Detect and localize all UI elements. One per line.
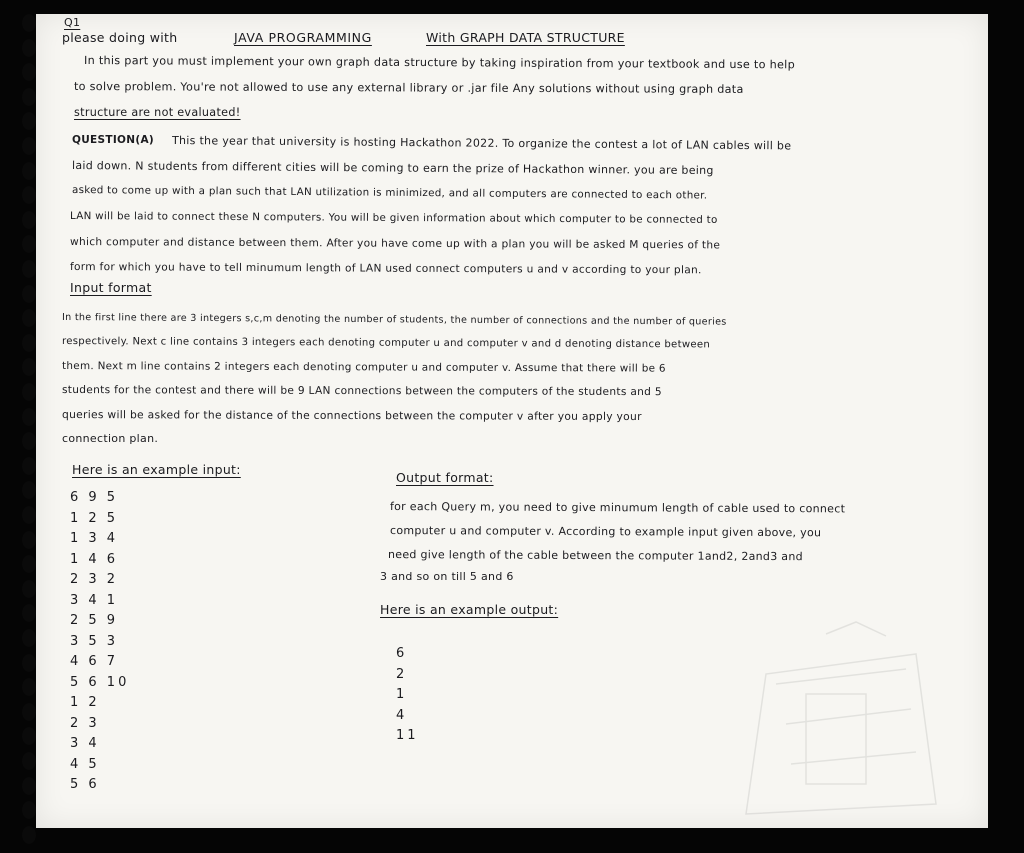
binding-hole xyxy=(22,358,36,376)
binding-hole xyxy=(22,678,36,696)
binding-hole xyxy=(22,801,36,819)
binding-hole xyxy=(22,285,36,303)
example-output-row: 2 xyxy=(396,666,408,682)
example-input-row: 4 5 xyxy=(70,756,100,772)
binding-hole xyxy=(22,826,36,844)
input-format-title: Input format xyxy=(70,280,152,295)
output-format-line-3: need give length of the cable between the computer 1and2, 2and3 and xyxy=(387,548,803,564)
input-format-line-2: respectively. Next c line contains 3 integers each denoting computer u and computer v and d denoting distance between xyxy=(61,336,711,351)
input-format-line-1: In the first line there are 3 integers s,c,m denoting the number of students, the number of connections and the number of queries xyxy=(61,312,727,328)
binding-hole xyxy=(22,777,36,795)
example-input-row: 4 6 7 xyxy=(70,654,119,669)
question-line-6: form for which you have to tell minumum length of LAN used connect computers u and v according to your plan. xyxy=(69,261,702,277)
question-line-2: laid down. N students from different cities will be coming to earn the prize of Hackathon winner. you are being xyxy=(71,159,714,178)
example-input-row: 1 2 xyxy=(70,695,100,710)
binding-hole xyxy=(22,88,36,106)
binding-hole xyxy=(22,235,36,253)
binding-hole xyxy=(22,39,36,57)
header-java-programming: JAVA PROGRAMMING xyxy=(234,30,372,45)
binding-hole xyxy=(22,506,36,524)
binding-hole xyxy=(22,112,36,130)
output-format-line-1: for each Query m, you need to give minumum length of cable used to connect xyxy=(389,500,846,516)
example-output-row: 1 xyxy=(396,687,408,702)
header-line-2: In this part you must implement your own graph data structure by taking inspiration from your textbook and use to help xyxy=(83,54,796,72)
example-output-row: 11 xyxy=(396,728,419,743)
example-input-row: 5 6 xyxy=(70,777,100,792)
example-input-title: Here is an example input: xyxy=(72,462,241,477)
binding-hole xyxy=(22,63,36,81)
binding-hole xyxy=(22,186,36,204)
header-line-1a: please doing with xyxy=(62,30,178,45)
binding-hole xyxy=(22,383,36,401)
example-output-title: Here is an example output: xyxy=(380,602,559,617)
example-output-row: 6 xyxy=(396,646,408,661)
question-line-3: asked to come up with a plan such that LAN utilization is minimized, and all computers are connected to each other. xyxy=(71,184,708,202)
binding-hole xyxy=(22,14,36,32)
example-input-row: 3 5 3 xyxy=(70,633,119,649)
binding-hole xyxy=(22,334,36,352)
input-format-line-5: queries will be asked for the distance of the connections between the computer v after you apply your xyxy=(61,408,642,424)
binding-hole xyxy=(22,408,36,426)
input-format-line-6: connection plan. xyxy=(62,432,159,445)
example-input-list xyxy=(70,488,129,796)
header-line-4: structure are not evaluated! xyxy=(74,106,241,119)
binding-hole xyxy=(22,580,36,598)
binding-hole xyxy=(22,752,36,770)
example-input-row: 2 5 9 xyxy=(70,613,119,628)
header-line-3: to solve problem. You're not allowed to use any external library or .jar file Any solutions without using graph data xyxy=(73,80,744,96)
example-input-row: 6 9 5 xyxy=(70,490,119,505)
example-output-list xyxy=(396,644,419,747)
example-input-row: 5 6 10 xyxy=(70,674,130,690)
output-format-line-4: 3 and so on till 5 and 6 xyxy=(380,570,514,583)
binding-hole xyxy=(22,432,36,450)
example-input-row: 1 3 4 xyxy=(70,531,119,546)
binding-hole xyxy=(22,654,36,672)
example-input-row: 3 4 1 xyxy=(70,592,119,608)
binding-hole xyxy=(22,727,36,745)
example-input-row: 3 4 xyxy=(70,736,100,751)
question-number: Q1 xyxy=(64,16,81,29)
question-line-5: which computer and distance between them. After you have come up with a plan you will be asked M queries of the xyxy=(69,236,721,252)
header-graph-ds: With GRAPH DATA STRUCTURE xyxy=(426,30,625,45)
input-format-line-4: students for the contest and there will be 9 LAN connections between the computers of the students and 5 xyxy=(61,384,662,399)
notebook-page xyxy=(36,14,988,828)
binding-hole xyxy=(22,457,36,475)
binding-hole xyxy=(22,629,36,647)
input-format-line-3: them. Next m line contains 2 integers each denoting computer u and computer v. Assume that there will be 6 xyxy=(61,360,666,375)
binding-hole xyxy=(22,260,36,278)
binding-hole xyxy=(22,604,36,622)
example-input-row: 1 4 6 xyxy=(70,551,119,567)
example-input-row: 1 2 5 xyxy=(70,510,119,526)
output-format-title: Output format: xyxy=(396,470,494,485)
binding-hole xyxy=(22,531,36,549)
binding-hole xyxy=(22,211,36,229)
question-line-1: This the year that university is hosting Hackathon 2022. To organize the contest a lot of LAN cables will be xyxy=(171,134,792,153)
question-line-4: LAN will be laid to connect these N computers. You will be given information about which computer to be connected to xyxy=(69,210,718,226)
binding-hole xyxy=(22,481,36,499)
example-input-row: 2 3 xyxy=(70,715,100,731)
page-bleed-through-sketch xyxy=(736,614,976,828)
binding-hole xyxy=(22,137,36,155)
binding-hole xyxy=(22,555,36,573)
binding-hole xyxy=(22,309,36,327)
question-label: QUESTION(A) xyxy=(72,134,154,146)
output-format-line-2: computer u and computer v. According to example input given above, you xyxy=(389,524,822,540)
example-input-row: 2 3 2 xyxy=(70,572,119,587)
binding-hole xyxy=(22,162,36,180)
example-output-row: 4 xyxy=(396,707,408,723)
binding-hole xyxy=(22,703,36,721)
